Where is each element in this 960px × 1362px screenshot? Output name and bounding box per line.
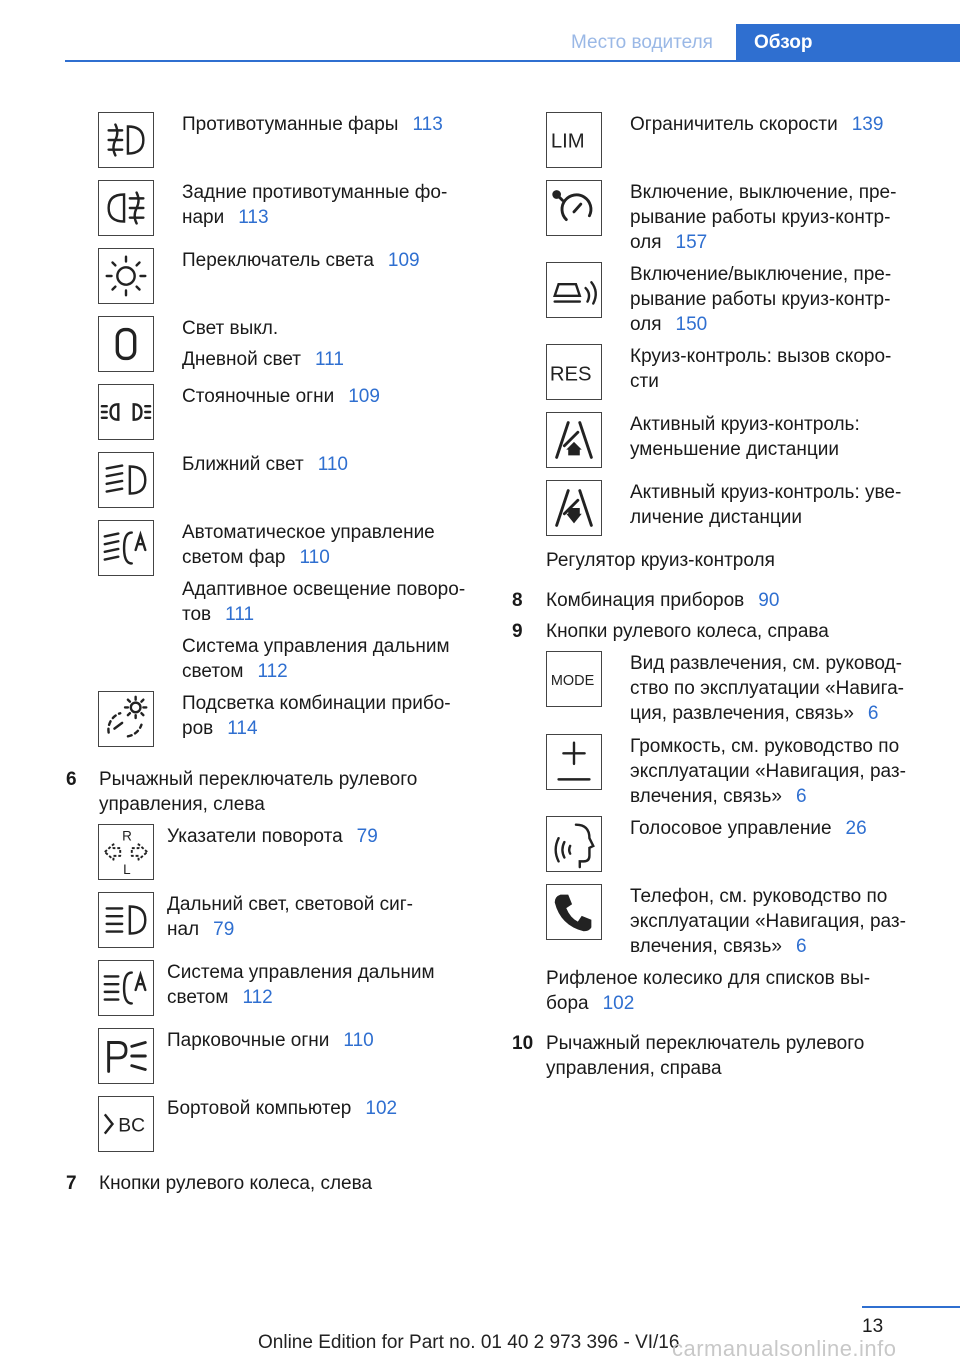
item-high-beam-assist: Система управления дальним светом 112: [182, 636, 450, 682]
page-ref[interactable]: 90: [758, 590, 780, 611]
item-mode: Вид развлечения, см. руковод- ство по эксплуатации «Навига- ция, развлечения, связь» 6: [630, 653, 905, 724]
item-voice-control: Голосовое управление 26: [630, 818, 867, 839]
cruise-control-icon: [546, 180, 602, 236]
front-fog-light-icon: [98, 112, 154, 168]
mode-icon: [546, 651, 602, 707]
section-number: 10: [512, 1033, 534, 1054]
item-speed-limiter: Ограничитель скорости 139: [630, 114, 884, 135]
svg-text:RES: RES: [549, 363, 592, 386]
item-thumbwheel: Рифленое колесико для списков вы- бора 102: [546, 968, 871, 1014]
footer-rule: [862, 1306, 960, 1308]
section-heading: Кнопки рулевого колеса, слева: [99, 1173, 373, 1194]
lights-off-icon: [98, 316, 154, 372]
section-number: 9: [512, 621, 523, 642]
page-ref[interactable]: 110: [317, 454, 348, 475]
item-front-fog: Противотуманные фары 113: [182, 114, 443, 135]
item-distance-decrease: Активный круиз-контроль: уменьшение дистанции: [630, 414, 860, 460]
page-ref[interactable]: 139: [851, 114, 884, 135]
distance-decrease-icon: [546, 412, 602, 468]
item-rear-fog: Задние противотуманные фо- нари 113: [182, 182, 448, 228]
section-heading: Рычажный переключатель рулевого управления, справа: [546, 1033, 865, 1079]
edition-note: Online Edition for Part no. 01 40 2 973 396 - VI/16: [258, 1332, 680, 1353]
section-heading: Кнопки рулевого колеса, справа: [546, 621, 829, 642]
item-turn-signals: Указатели поворота 79: [167, 826, 378, 847]
item-active-cruise: Включение/выключение, пре- рывание работы круиз-контр- оля 150: [630, 264, 892, 335]
item-parking-lights: Стояночные огни 109: [182, 386, 380, 407]
item-cruise-control: Включение, выключение, пре- рывание работы круиз-контр- оля 157: [630, 182, 897, 253]
resume-icon: [546, 344, 602, 400]
watermark: carmanualsonline.info: [672, 1336, 897, 1361]
page-ref[interactable]: 111: [225, 604, 255, 625]
item-instrument-lighting: Подсветка комбинации прибо- ров 114: [182, 693, 451, 739]
page-ref[interactable]: 102: [365, 1098, 398, 1119]
item-parking-light-p: Парковочные огни 110: [167, 1030, 374, 1051]
section-heading: Комбинация приборов 90: [546, 590, 780, 611]
item-adaptive-lighting: Адаптивное освещение поворо- тов 111: [182, 579, 466, 625]
svg-text:MODE: MODE: [550, 672, 595, 689]
page-ref[interactable]: 150: [675, 314, 708, 335]
item-phone: Телефон, см. руководство по эксплуатации «Навигация, раз- влечения, связь» 6: [630, 886, 906, 957]
page-ref[interactable]: 79: [213, 919, 235, 940]
item-low-beam: Ближний свет 110: [182, 454, 348, 475]
item-volume: Громкость, см. руководство по эксплуатации «Навигация, раз- влечения, связь» 6: [630, 736, 906, 807]
item-auto-headlight: Автоматическое управление светом фар 110: [182, 522, 435, 568]
page-ref[interactable]: 114: [227, 718, 258, 739]
page-ref[interactable]: 112: [242, 987, 273, 1008]
volume-icon: [546, 734, 602, 790]
auto-headlight-icon: [98, 520, 154, 576]
svg-text:LIM: LIM: [550, 130, 585, 153]
active-cruise-icon: [546, 262, 602, 318]
section-number: 6: [66, 769, 77, 790]
svg-text:L: L: [123, 862, 131, 878]
tab-section[interactable]: Место водителя: [548, 24, 736, 62]
low-beam-icon: [98, 452, 154, 508]
section-number: 8: [512, 590, 523, 611]
item-high-beam-assist-lever: Система управления дальним светом 112: [167, 962, 435, 1008]
page-ref[interactable]: 110: [299, 547, 330, 568]
onboard-computer-icon: [98, 1096, 154, 1152]
turn-signal-icon: [98, 824, 154, 880]
distance-increase-icon: [546, 480, 602, 536]
page-number: 13: [862, 1316, 884, 1337]
tab-overview[interactable]: Обзор: [736, 24, 960, 62]
page-ref[interactable]: 111: [315, 349, 344, 370]
item-daytime-lights: Дневной свет 111: [182, 349, 344, 370]
page-ref[interactable]: 112: [257, 661, 288, 682]
svg-text:R: R: [122, 828, 132, 844]
page-ref[interactable]: 79: [356, 826, 378, 847]
parking-light-p-icon: [98, 1028, 154, 1084]
instrument-lighting-icon: [98, 691, 154, 747]
high-beam-assist-icon: [98, 960, 154, 1016]
item-lights-off: Свет выкл.: [182, 318, 279, 339]
parking-lights-icon: [98, 384, 154, 440]
page-ref[interactable]: 109: [348, 386, 380, 407]
page-ref[interactable]: 157: [675, 232, 708, 253]
page-ref[interactable]: 6: [795, 786, 807, 807]
page-ref[interactable]: 113: [238, 207, 269, 228]
item-cruise-rocker: Регулятор круиз-контроля: [546, 550, 775, 571]
voice-control-icon: [546, 816, 602, 872]
page-ref[interactable]: 109: [387, 250, 420, 271]
phone-icon: [546, 884, 602, 940]
item-onboard-computer: Бортовой компьютер 102: [167, 1098, 398, 1119]
header-rule: [65, 60, 960, 62]
item-resume: Круиз-контроль: вызов скоро- сти: [630, 346, 892, 392]
high-beam-icon: [98, 892, 154, 948]
rear-fog-light-icon: [98, 180, 154, 236]
page-ref[interactable]: 26: [845, 818, 867, 839]
item-high-beam: Дальний свет, световой сиг- нал 79: [167, 894, 413, 940]
light-switch-icon: [98, 248, 154, 304]
section-heading: Рычажный переключатель рулевого управления, слева: [99, 769, 418, 815]
speed-limiter-icon: [546, 112, 602, 168]
item-distance-increase: Активный круиз-контроль: уве- личение дистанции: [630, 482, 902, 528]
page-ref[interactable]: 102: [602, 993, 635, 1014]
page-ref[interactable]: 110: [343, 1030, 374, 1051]
page-ref[interactable]: 6: [795, 936, 807, 957]
page-ref[interactable]: 113: [412, 114, 443, 135]
page-ref[interactable]: 6: [867, 703, 879, 724]
svg-text:BC: BC: [118, 1115, 146, 1137]
section-number: 7: [66, 1173, 77, 1194]
item-light-switch: Переключатель света 109: [182, 250, 420, 271]
